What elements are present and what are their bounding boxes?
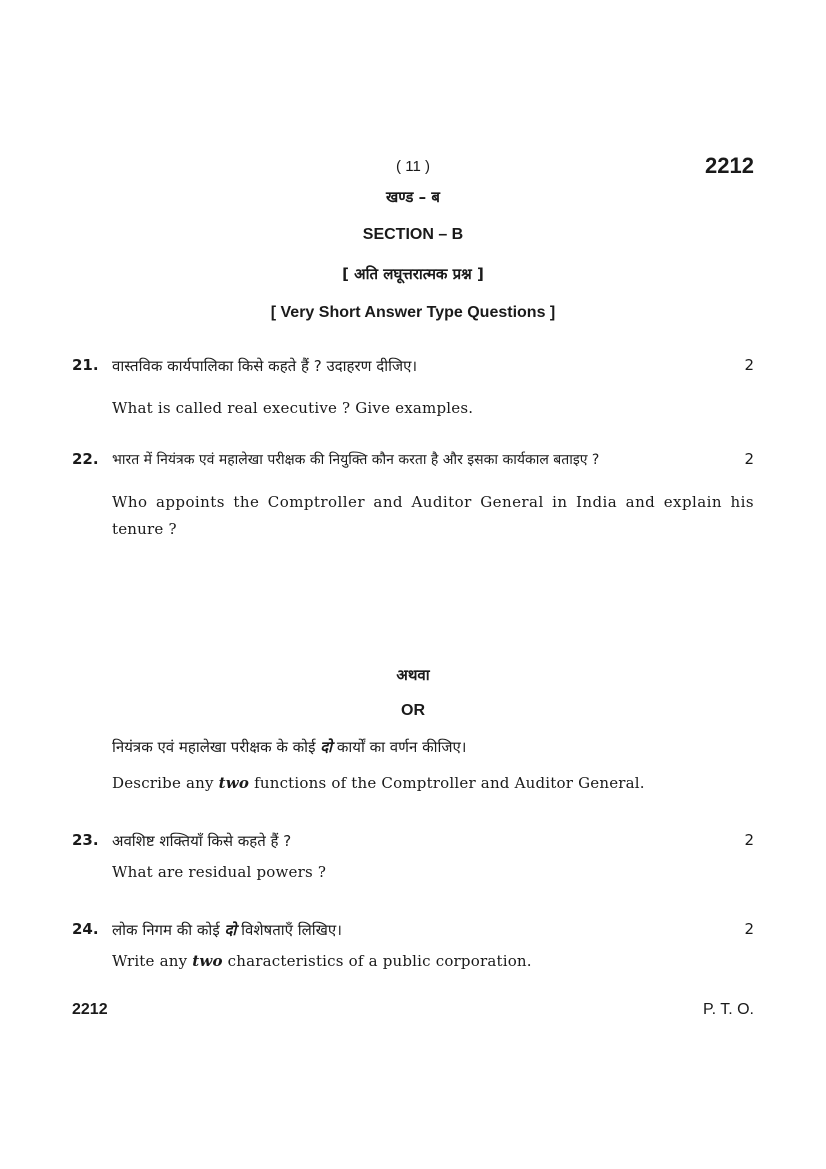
question-text-hindi: वास्तविक कार्यपालिका किसे कहते हैं ? उदाहरण दीजिए। <box>112 357 418 375</box>
or-label: OR <box>401 702 425 719</box>
text-segment: characteristics of a public corporation. <box>227 952 532 970</box>
text-segment: functions of the Comptroller and Auditor General. <box>254 774 645 792</box>
question-marks: 2 <box>744 831 754 849</box>
question-number: 22. <box>72 450 99 468</box>
emphasis-text: two <box>218 774 250 792</box>
question-text: What is called real executive ? Give examples. <box>112 399 474 417</box>
text-segment: Describe any <box>112 774 214 792</box>
question-text-hindi: अवशिष्ट शक्तियाँ किसे कहते हैं ? <box>112 832 292 850</box>
emphasis-text: दो <box>320 738 333 756</box>
question-text-line1: Who appoints the Comptroller and Auditor General in India and explain his <box>112 493 754 511</box>
emphasis-text: two <box>192 952 223 970</box>
question-text-hindi <box>112 920 342 940</box>
page-number: ( 11 ) <box>396 158 430 175</box>
question-number: 21. <box>72 356 99 374</box>
alternative-question-hindi <box>112 737 466 757</box>
alternative-question <box>112 774 645 792</box>
question-number: 23. <box>72 831 99 849</box>
question-text: What are residual powers ? <box>112 863 327 881</box>
text-segment: लोक निगम की कोई <box>112 921 220 939</box>
paper-code: 2212 <box>705 153 754 178</box>
footer-pto: P. T. O. <box>703 1001 754 1018</box>
footer-code: 2212 <box>72 1001 108 1018</box>
question-text-hindi: भारत में नियंत्रक एवं महालेखा परीक्षक की नियुक्ति कौन करता है और इसका कार्यकाल बताइए ? <box>112 452 600 468</box>
emphasis-text: दो <box>224 921 237 939</box>
question-marks: 2 <box>744 356 754 374</box>
text-segment: नियंत्रक एवं महालेखा परीक्षक के कोई <box>112 738 316 756</box>
question-text <box>112 952 532 970</box>
or-label-hindi: अथवा <box>396 666 430 684</box>
section-subtitle-hindi: [ अति लघूत्तरात्मक प्रश्न ] <box>342 265 484 283</box>
question-text-line2: tenure ? <box>112 520 177 538</box>
question-marks: 2 <box>744 450 754 468</box>
text-segment: कार्यों का वर्णन कीजिए। <box>336 738 467 756</box>
section-title: SECTION – B <box>362 226 464 243</box>
text-segment: Write any <box>112 952 188 970</box>
section-subtitle: [ Very Short Answer Type Questions ] <box>270 304 556 321</box>
text-segment: विशेषताएँ लिखिए। <box>241 921 342 939</box>
question-number: 24. <box>72 920 99 938</box>
section-title-hindi: खण्ड – ब <box>386 188 440 206</box>
question-marks: 2 <box>744 920 754 938</box>
